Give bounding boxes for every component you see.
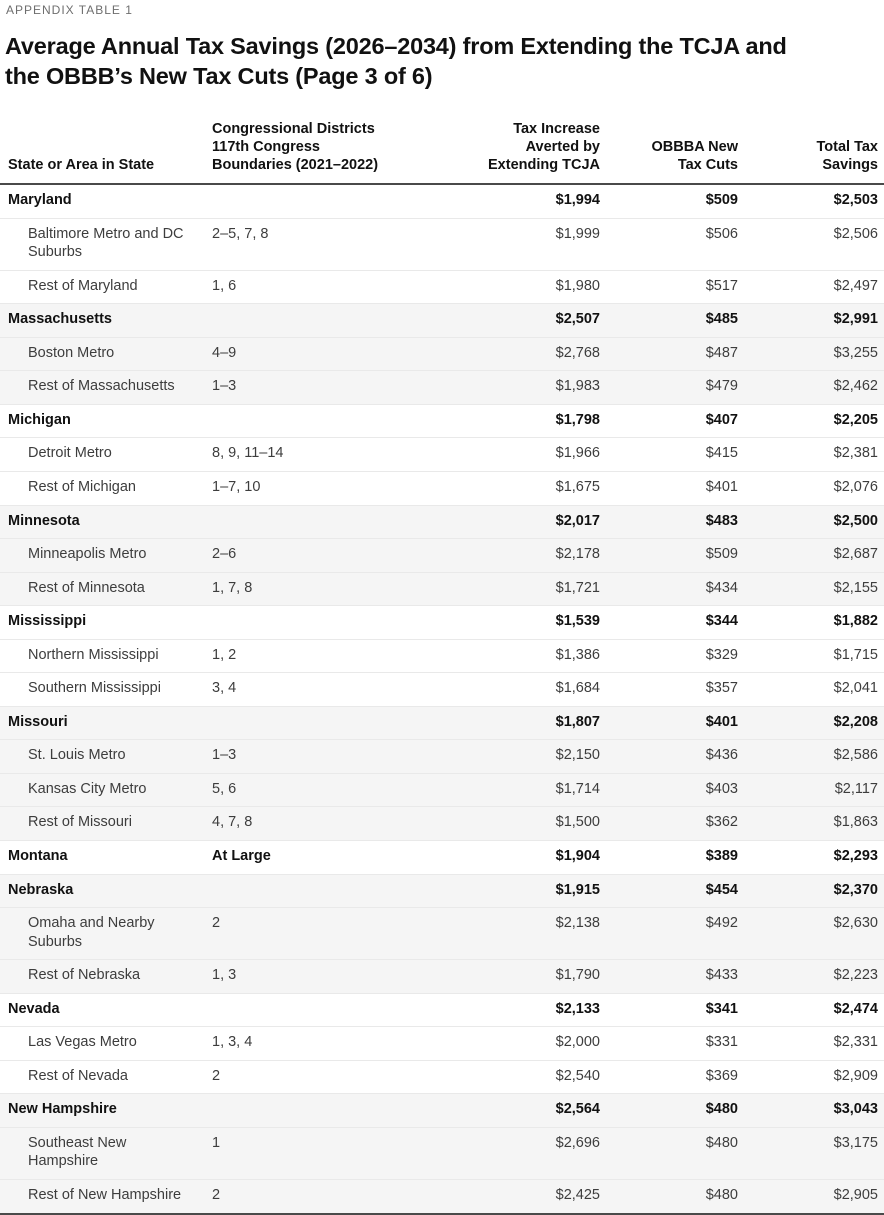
total-tax-savings-cell: $2,687	[738, 539, 884, 573]
districts-cell: 1–7, 10	[212, 471, 398, 505]
obbba-new-tax-cuts-cell: $389	[600, 841, 738, 875]
state-name-cell: Maryland	[8, 192, 72, 209]
obbba-new-tax-cuts-cell: $492	[600, 908, 738, 960]
obbba-new-tax-cuts-cell: $480	[600, 1127, 738, 1179]
state-row	[0, 606, 884, 640]
districts-cell: 1, 7, 8	[212, 572, 398, 606]
tax-increase-averted-cell: $2,133	[398, 993, 600, 1027]
total-tax-savings-cell: $2,331	[738, 1027, 884, 1061]
obbba-new-tax-cuts-cell: $434	[600, 572, 738, 606]
area-name-label: Las Vegas Metro	[28, 1034, 137, 1051]
state-name-cell: Massachusetts	[0, 304, 212, 338]
districts-cell: 1	[212, 1127, 398, 1179]
total-tax-savings-cell: $3,043	[738, 1094, 884, 1128]
area-row	[0, 471, 884, 505]
obbba-new-tax-cuts-cell: $480	[600, 1094, 738, 1128]
area-name-cell	[0, 1180, 212, 1214]
area-name-cell	[0, 1127, 212, 1179]
area-row	[0, 740, 884, 774]
tax-increase-averted-cell: $1,714	[398, 773, 600, 807]
area-name-label: Northern Mississippi	[28, 646, 159, 663]
obbba-new-tax-cuts-cell: $369	[600, 1060, 738, 1094]
area-name-cell	[0, 960, 212, 994]
area-name-cell	[0, 1027, 212, 1061]
total-tax-savings-cell: $2,293	[738, 841, 884, 875]
area-row	[0, 773, 884, 807]
districts-cell	[212, 184, 398, 218]
obbba-new-tax-cuts-cell: $483	[600, 505, 738, 539]
state-row	[0, 841, 884, 875]
obbba-new-tax-cuts-cell: $331	[600, 1027, 738, 1061]
obbba-new-tax-cuts-cell: $357	[600, 673, 738, 707]
area-name-label: Minneapolis Metro	[28, 546, 147, 563]
area-name-label: Southern Mississippi	[28, 680, 161, 697]
area-name-cell	[0, 639, 212, 673]
districts-cell: 1, 3, 4	[212, 1027, 398, 1061]
districts-cell: 2	[212, 1180, 398, 1214]
total-tax-savings-cell: $3,175	[738, 1127, 884, 1179]
area-name-label: Rest of Nevada	[28, 1067, 128, 1084]
obbba-new-tax-cuts-cell: $506	[600, 218, 738, 270]
column-header-total-tax-savings: Total Tax Savings	[738, 114, 884, 184]
obbba-new-tax-cuts-cell: $415	[600, 438, 738, 472]
total-tax-savings-cell: $2,586	[738, 740, 884, 774]
column-header-state-area: State or Area in State	[0, 114, 212, 184]
obbba-new-tax-cuts-cell: $485	[600, 304, 738, 338]
state-row	[0, 706, 884, 740]
area-name-label: Rest of Maryland	[28, 277, 138, 294]
obbba-new-tax-cuts-cell: $329	[600, 639, 738, 673]
districts-cell	[212, 505, 398, 539]
table-header	[0, 114, 884, 184]
area-name-label: Southeast New Hampshire	[28, 1134, 127, 1170]
area-row	[0, 807, 884, 841]
tax-increase-averted-cell: $2,178	[398, 539, 600, 573]
total-tax-savings-cell: $2,905	[738, 1180, 884, 1214]
column-header-obbba-new-tax-cuts: OBBBA New Tax Cuts	[600, 114, 738, 184]
tax-increase-averted-cell: $1,994	[555, 192, 600, 209]
area-name-cell	[0, 740, 212, 774]
area-row	[0, 371, 884, 405]
area-name-label: Rest of Michigan	[28, 478, 136, 495]
tax-increase-averted-cell: $1,684	[398, 673, 600, 707]
obbba-new-tax-cuts-cell: $509	[705, 192, 738, 209]
obbba-new-tax-cuts-cell: $403	[600, 773, 738, 807]
tax-increase-averted-cell: $2,017	[398, 505, 600, 539]
header-row	[0, 114, 884, 184]
districts-cell: 1, 2	[212, 639, 398, 673]
area-row	[0, 673, 884, 707]
obbba-new-tax-cuts-cell: $517	[600, 270, 738, 304]
total-tax-savings-cell: $2,497	[738, 270, 884, 304]
table-eyebrow: APPENDIX TABLE 1	[6, 3, 133, 17]
districts-cell: 1, 6	[212, 270, 398, 304]
column-header-tax-increase-averted: Tax Increase Averted by Extending TCJA	[398, 114, 600, 184]
tax-increase-averted-cell: $1,539	[398, 606, 600, 640]
area-name-cell	[0, 337, 212, 371]
districts-cell: 5, 6	[212, 773, 398, 807]
area-name-cell	[0, 673, 212, 707]
districts-cell: 2–6	[212, 539, 398, 573]
districts-cell: 1–3	[212, 371, 398, 405]
tax-increase-averted-cell: $1,798	[398, 404, 600, 438]
total-tax-savings-cell: $2,991	[738, 304, 884, 338]
total-tax-savings-cell: $1,863	[738, 807, 884, 841]
total-tax-savings-cell: $2,630	[738, 908, 884, 960]
area-name-label: Rest of Minnesota	[28, 579, 145, 596]
area-name-cell	[0, 773, 212, 807]
area-name-cell	[0, 539, 212, 573]
area-row	[0, 270, 884, 304]
total-tax-savings-cell: $2,474	[738, 993, 884, 1027]
total-tax-savings-cell: $3,255	[738, 337, 884, 371]
state-name-cell: Minnesota	[0, 505, 212, 539]
total-tax-savings-cell: $2,041	[738, 673, 884, 707]
tax-increase-averted-cell: $1,721	[398, 572, 600, 606]
tax-increase-averted-cell: $2,507	[398, 304, 600, 338]
total-tax-savings-cell: $2,205	[738, 404, 884, 438]
area-name-cell	[0, 908, 212, 960]
obbba-new-tax-cuts-cell: $407	[600, 404, 738, 438]
state-name-cell: Montana	[0, 841, 212, 875]
state-name-cell: Nevada	[0, 993, 212, 1027]
districts-cell: 3, 4	[212, 673, 398, 707]
area-name-cell	[0, 218, 212, 270]
area-name-label: Baltimore Metro and DC Suburbs	[28, 225, 184, 261]
obbba-new-tax-cuts-cell: $454	[600, 874, 738, 908]
total-tax-savings-cell: $2,500	[738, 505, 884, 539]
tax-increase-averted-cell: $1,790	[398, 960, 600, 994]
districts-cell	[212, 1094, 398, 1128]
total-tax-savings-cell: $2,223	[738, 960, 884, 994]
districts-cell: 2	[212, 1060, 398, 1094]
districts-cell: 1, 3	[212, 960, 398, 994]
obbba-new-tax-cuts-cell: $341	[600, 993, 738, 1027]
total-tax-savings-cell: $2,208	[738, 706, 884, 740]
area-name-label: Detroit Metro	[28, 445, 112, 462]
obbba-new-tax-cuts-cell: $436	[600, 740, 738, 774]
obbba-new-tax-cuts-cell: $344	[600, 606, 738, 640]
state-name-cell: Michigan	[0, 404, 212, 438]
column-header-districts: Congressional Districts 117th Congress Boundaries (2021–2022)	[212, 114, 398, 184]
state-row	[0, 404, 884, 438]
obbba-new-tax-cuts-cell: $362	[600, 807, 738, 841]
area-row	[0, 539, 884, 573]
page-title: Average Annual Tax Savings (2026–2034) from Extending the TCJA and the OBBB’s New Tax Cuts (Page 3 of 6)	[5, 33, 787, 89]
area-row	[0, 572, 884, 606]
districts-cell: 2	[212, 908, 398, 960]
area-name-label: Rest of Massachusetts	[28, 378, 175, 395]
area-row	[0, 1180, 884, 1214]
districts-cell	[212, 304, 398, 338]
total-tax-savings-cell: $2,503	[833, 192, 878, 209]
total-tax-savings-cell: $2,381	[738, 438, 884, 472]
districts-cell	[212, 404, 398, 438]
obbba-new-tax-cuts-cell: $480	[600, 1180, 738, 1214]
area-name-label: St. Louis Metro	[28, 747, 126, 764]
total-tax-savings-cell: $2,155	[738, 572, 884, 606]
area-row	[0, 639, 884, 673]
table-body	[0, 184, 884, 1214]
area-name-label: Rest of New Hampshire	[28, 1187, 182, 1204]
obbba-new-tax-cuts-cell: $487	[600, 337, 738, 371]
obbba-new-tax-cuts-cell: $509	[600, 539, 738, 573]
state-row	[0, 874, 884, 908]
area-row	[0, 1060, 884, 1094]
area-name-label: Kansas City Metro	[28, 780, 147, 797]
districts-cell: 8, 9, 11–14	[212, 438, 398, 472]
state-row	[0, 505, 884, 539]
area-name-cell	[0, 807, 212, 841]
area-name-cell	[0, 1060, 212, 1094]
state-row	[0, 304, 884, 338]
area-name-cell	[0, 371, 212, 405]
state-name-cell: Missouri	[0, 706, 212, 740]
area-row	[0, 337, 884, 371]
tax-increase-averted-cell: $1,807	[398, 706, 600, 740]
total-tax-savings-cell: $2,506	[738, 218, 884, 270]
area-name-cell	[0, 471, 212, 505]
area-row	[0, 1027, 884, 1061]
districts-cell: 4, 7, 8	[212, 807, 398, 841]
tax-increase-averted-cell: $2,425	[398, 1180, 600, 1214]
tax-increase-averted-cell: $1,983	[398, 371, 600, 405]
state-row	[0, 184, 884, 218]
tax-increase-averted-cell: $2,150	[398, 740, 600, 774]
tax-increase-averted-cell: $2,564	[398, 1094, 600, 1128]
obbba-new-tax-cuts-cell: $433	[600, 960, 738, 994]
area-name-cell	[0, 438, 212, 472]
obbba-new-tax-cuts-cell: $401	[600, 706, 738, 740]
area-row	[0, 960, 884, 994]
state-row	[0, 1094, 884, 1128]
area-row	[0, 1127, 884, 1179]
districts-cell: At Large	[212, 841, 398, 875]
area-row	[0, 438, 884, 472]
districts-cell	[212, 606, 398, 640]
total-tax-savings-cell: $2,117	[738, 773, 884, 807]
tax-increase-averted-cell: $1,904	[398, 841, 600, 875]
districts-cell: 4–9	[212, 337, 398, 371]
area-name-cell	[0, 270, 212, 304]
tax-savings-table	[0, 114, 884, 1215]
tax-increase-averted-cell: $1,675	[398, 471, 600, 505]
area-name-label: Rest of Missouri	[28, 814, 132, 831]
area-row	[0, 908, 884, 960]
area-name-cell	[0, 572, 212, 606]
total-tax-savings-cell: $2,909	[738, 1060, 884, 1094]
total-tax-savings-cell: $1,882	[738, 606, 884, 640]
districts-cell	[212, 993, 398, 1027]
tax-increase-averted-cell: $1,386	[398, 639, 600, 673]
districts-cell	[212, 874, 398, 908]
districts-cell: 2–5, 7, 8	[212, 218, 398, 270]
area-name-label: Boston Metro	[28, 344, 115, 361]
tax-increase-averted-cell: $2,138	[398, 908, 600, 960]
tax-increase-averted-cell: $1,999	[398, 218, 600, 270]
obbba-new-tax-cuts-cell: $401	[600, 471, 738, 505]
tax-increase-averted-cell: $2,540	[398, 1060, 600, 1094]
total-tax-savings-cell: $2,076	[738, 471, 884, 505]
state-row	[0, 993, 884, 1027]
tax-increase-averted-cell: $1,980	[398, 270, 600, 304]
tax-increase-averted-cell: $2,696	[398, 1127, 600, 1179]
state-name-cell: New Hampshire	[0, 1094, 212, 1128]
state-name-cell: Nebraska	[0, 874, 212, 908]
total-tax-savings-cell: $2,462	[738, 371, 884, 405]
tax-increase-averted-cell: $1,500	[398, 807, 600, 841]
tax-increase-averted-cell: $1,966	[398, 438, 600, 472]
tax-increase-averted-cell: $1,915	[398, 874, 600, 908]
total-tax-savings-cell: $1,715	[738, 639, 884, 673]
total-tax-savings-cell: $2,370	[738, 874, 884, 908]
area-name-label: Rest of Nebraska	[28, 967, 141, 984]
tax-increase-averted-cell: $2,768	[398, 337, 600, 371]
obbba-new-tax-cuts-cell: $479	[600, 371, 738, 405]
tax-increase-averted-cell: $2,000	[398, 1027, 600, 1061]
area-row	[0, 218, 884, 270]
state-name-cell: Mississippi	[0, 606, 212, 640]
districts-cell	[212, 706, 398, 740]
districts-cell: 1–3	[212, 740, 398, 774]
area-name-label: Omaha and Nearby Suburbs	[28, 915, 155, 950]
